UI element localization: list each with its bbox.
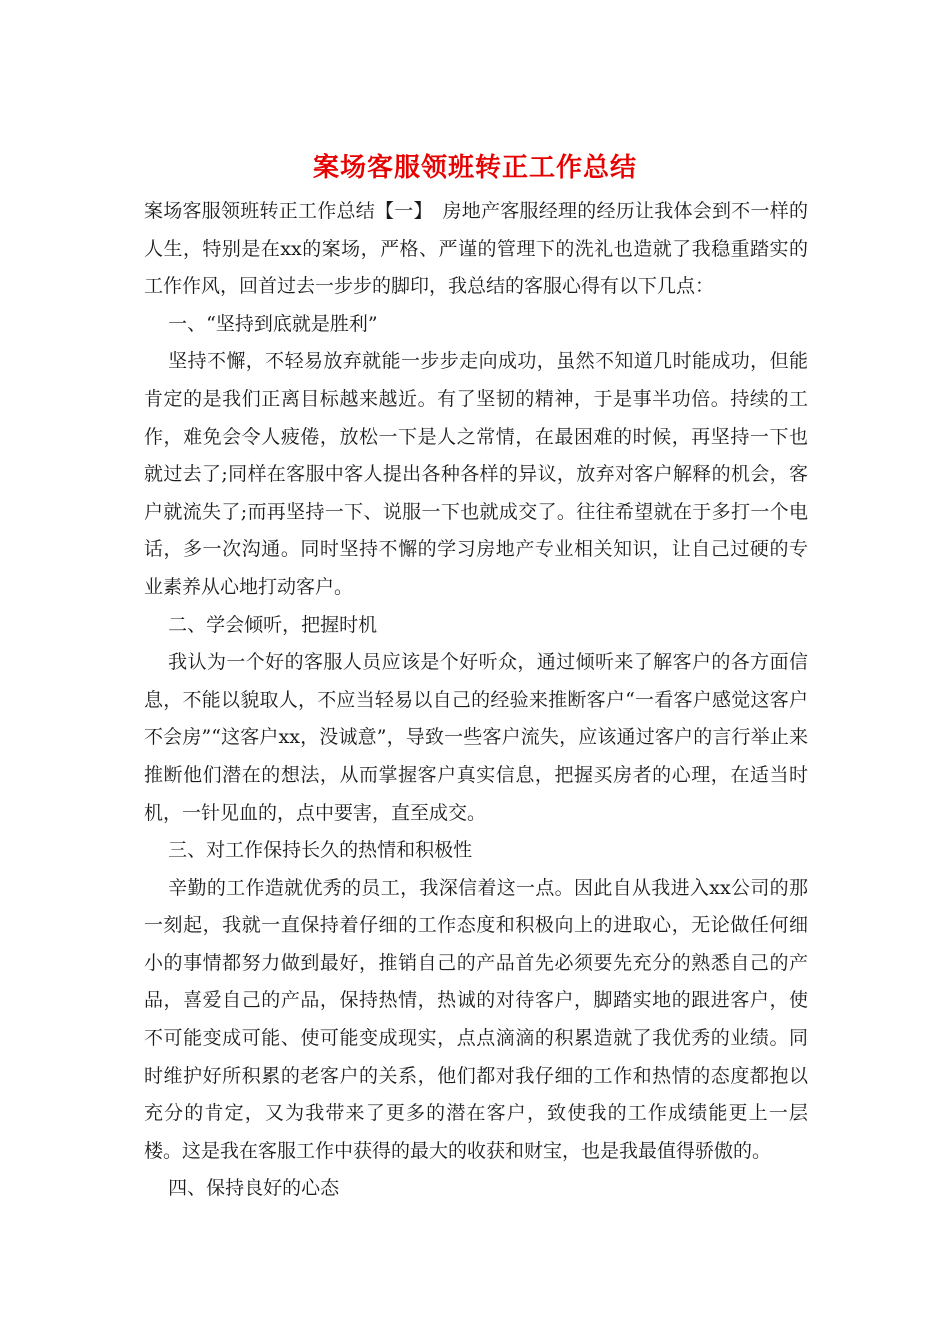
section-paragraph-3: 辛勤的工作造就优秀的员工，我深信着这一点。因此自从我进入xx公司的那一刻起，我就一直保持着仔细的工作态度和积极向上的进取心，无论做任何细小的事情都努力做到最好，推销自己的产品首先必须要先充分的熟悉自己的产品，喜爱自己的产品，保持热情，热诚的对待客户，脚踏实地的跟进客户，使不可能变成可能、使可能变成现实，点点滴滴的积累造就了我优秀的业绩。同时维护好所积累的老客户的关系，他们都对我仔细的工作和热情的态度都抱以充分的肯定，又为我带来了更多的潜在客户，致使我的工作成绩能更上一层楼。这是我在客服工作中获得的最大的收获和财宝，也是我最值得骄傲的。 <box>144 876 808 1162</box>
section-heading-2: 二、学会倾听，把握时机 <box>168 613 378 636</box>
section-heading-1: 一、“坚持到底就是胜利” <box>168 312 378 335</box>
document-body <box>144 193 808 1208</box>
section-heading-4: 四、保持良好的心态 <box>168 1177 340 1200</box>
section-heading-3: 三、对工作保持长久的热情和积极性 <box>168 839 473 862</box>
section-paragraph-2: 我认为一个好的客服人员应该是个好听众，通过倾听来了解客户的各方面信息，不能以貌取人，不应当轻易以自己的经验来推断客户“一看客户感觉这客户不会房”“这客户xx，没诚意”，导致一些客户流失，应该通过客户的言行举止来推断他们潜在的想法，从而掌握客户真实信息，把握买房者的心理，在适当时机，一针见血的，点中要害，直至成交。 <box>144 651 808 824</box>
intro-paragraph: 案场客服领班转正工作总结【一】 房地产客服经理的经历让我体会到不一样的人生，特别是在xx的案场，严格、严谨的管理下的洗礼也造就了我稳重踏实的工作作风，回首过去一步步的脚印，我总结的客服心得有以下几点： <box>144 200 808 298</box>
document-title: 案场客服领班转正工作总结 <box>312 153 637 183</box>
section-paragraph-1: 坚持不懈，不轻易放弃就能一步步走向成功，虽然不知道几时能成功，但能肯定的是我们正离目标越来越近。有了坚韧的精神，于是事半功倍。持续的工作，难免会令人疲倦，放松一下是人之常情，在最困难的时候，再坚持一下也就过去了;同样在客服中客人提出各种各样的异议，放弃对客户解释的机会，客户就流失了;而再坚持一下、说服一下也就成交了。往往希望就在于多打一个电话，多一次沟通。同时坚持不懈的学习房地产专业相关知识，让自己过硬的专业素养从心地打动客户。 <box>144 350 808 598</box>
